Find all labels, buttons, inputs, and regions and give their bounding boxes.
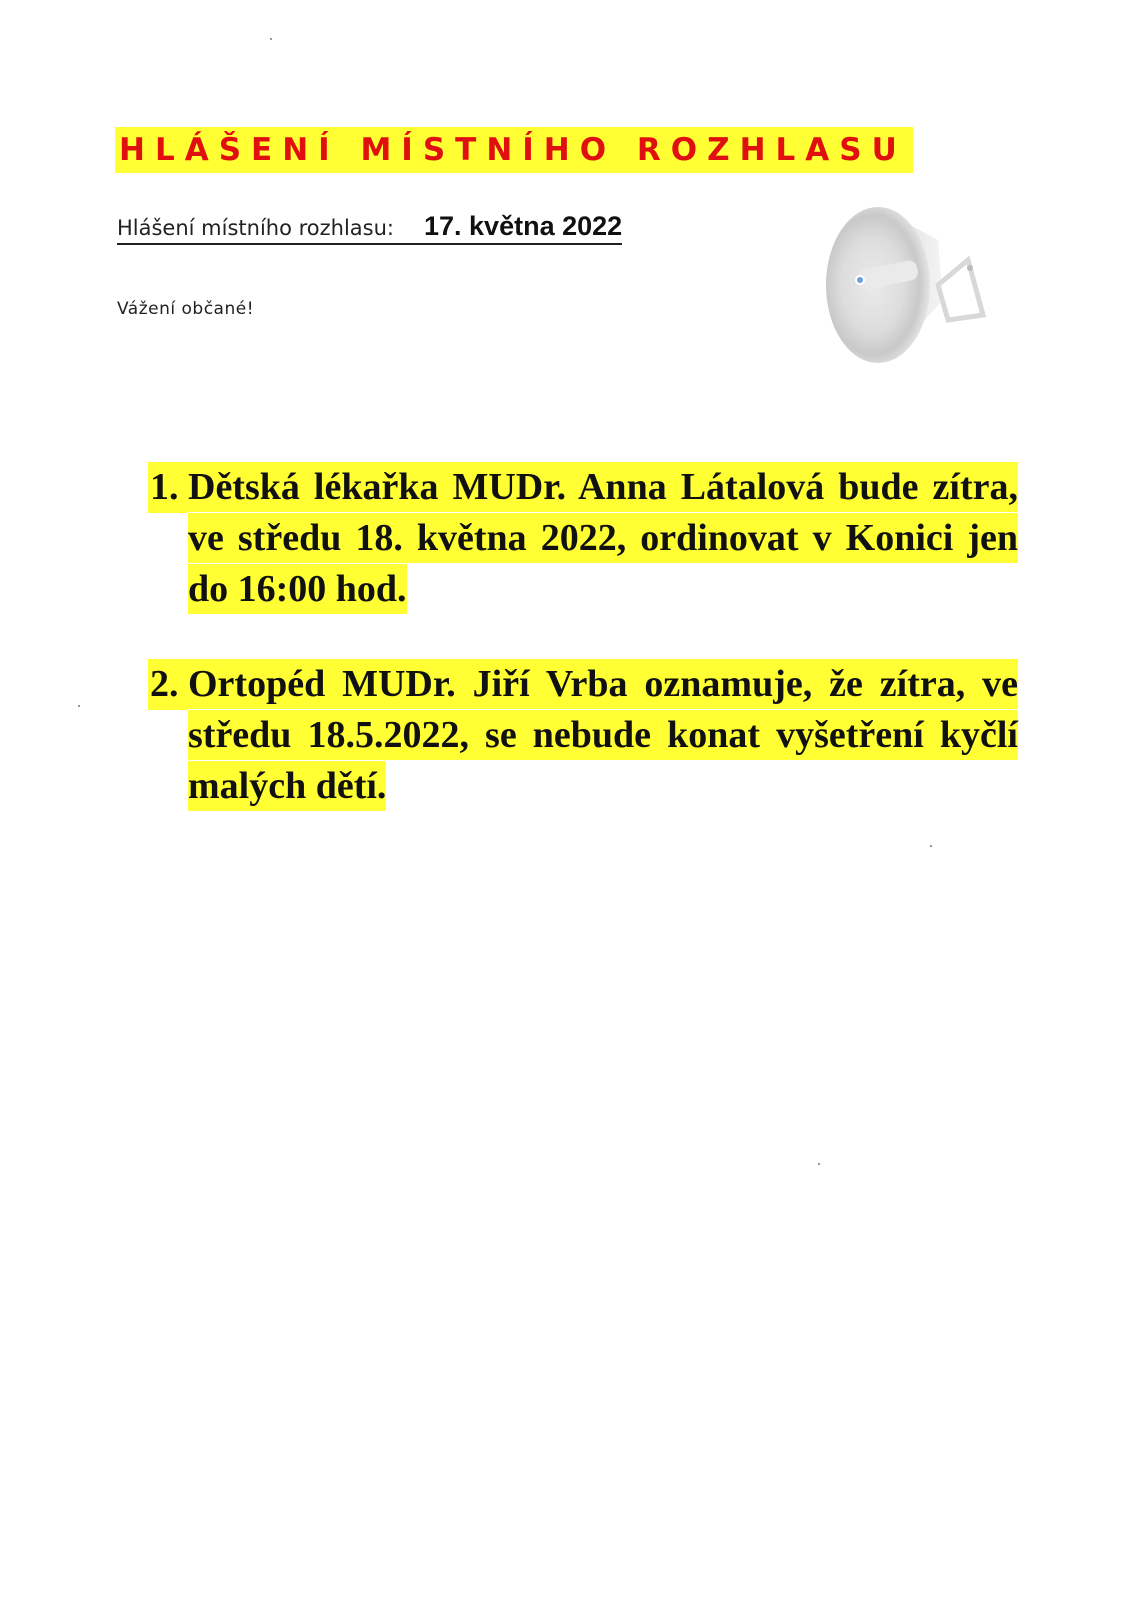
scan-speck xyxy=(270,38,272,40)
scan-speck xyxy=(818,1163,820,1165)
item-text-wrap xyxy=(188,659,1018,812)
announcement-date-line xyxy=(117,212,622,245)
item-text-wrap xyxy=(188,462,1018,615)
item-number: 2. xyxy=(148,659,188,710)
announcement-title: HLÁŠENÍ MÍSTNÍHO ROZHLASU xyxy=(115,127,913,173)
greeting: Vážení občané! xyxy=(117,299,255,319)
announcement-date: 17. května 2022 xyxy=(424,211,623,241)
list-item xyxy=(148,659,1018,812)
item-text: Ortopéd MUDr. Jiří Vrba oznamuje, že zítra, ve středu 18.5.2022, se nebude konat vyšetření kyčlí malých dětí. xyxy=(188,659,1018,811)
scan-speck xyxy=(78,705,80,707)
item-text: Dětská lékařka MUDr. Anna Látalová bude zítra, ve středu 18. května 2022, ordinovat v Konici jen do 16:00 hod. xyxy=(188,462,1018,614)
scan-speck xyxy=(930,845,932,847)
announcement-list xyxy=(148,462,1018,856)
loudspeaker-icon xyxy=(818,190,998,380)
date-line-label: Hlášení místního rozhlasu: xyxy=(117,216,394,240)
item-number: 1. xyxy=(148,462,188,513)
list-item xyxy=(148,462,1018,615)
